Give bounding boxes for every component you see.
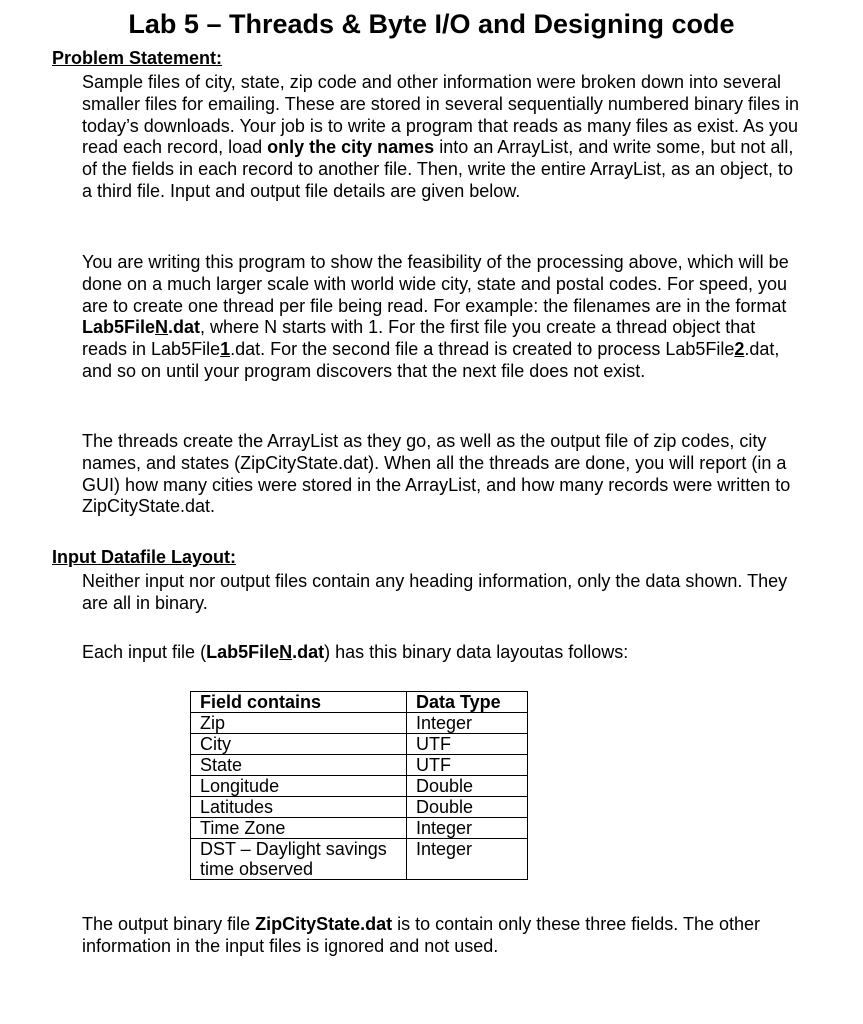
table-cell: Integer — [407, 839, 528, 880]
problem-paragraph-1: Sample files of city, state, zip code and other information were broken down into several smaller files for emailing. These are stored in several sequentially numbered binary files in today’s downloads. Your job is to write a program that reads as many files as exist. As you read each record, load only the city names into an ArrayList, and write some, but not all, of the fields in each record to another file. Then, write the entire ArrayList, as an object, to a third file. Input and output file details are given below. — [82, 72, 800, 201]
output-paragraph: The output binary file ZipCityState.dat is to contain only these three fields. The other information in the input files is ignored and not used. — [82, 914, 761, 956]
problem-statement-heading: Problem Statement: — [52, 48, 223, 68]
table-cell: UTF — [407, 755, 528, 776]
problem-paragraph-3: The threads create the ArrayList as they go, as well as the output file of zip codes, city names, and states (ZipCityState.dat). When all the threads are done, you will report (in a GUI) how many cities were stored in the ArrayList, and how many records were written to ZipCityState.dat. — [82, 431, 791, 517]
table-row — [191, 818, 528, 839]
table-row — [191, 713, 528, 734]
table-row — [191, 776, 528, 797]
page-title: Lab 5 – Threads & Byte I/O and Designing code — [128, 9, 735, 39]
table-row — [191, 797, 528, 818]
table-cell: Longitude — [191, 776, 407, 797]
table-cell: Integer — [407, 818, 528, 839]
table-cell: UTF — [407, 734, 528, 755]
table-row — [191, 839, 528, 880]
problem-paragraph-2: You are writing this program to show the feasibility of the processing above, which will be done on a much larger scale with world wide city, state and postal codes. For speed, you are to create one thread per file being read. For example: the filenames are in the format Lab5FileN.dat, where N starts with 1. For the first file you create a thread object that reads in Lab5File1.dat. For the second file a thread is created to process Lab5File2.dat, and so on until your program discovers that the next file does not exist. — [82, 252, 789, 381]
table-cell: Integer — [407, 713, 528, 734]
header-field-contains: Field contains — [191, 692, 407, 713]
table-cell: DST – Daylight savings time observed — [191, 839, 407, 880]
table-header-row — [191, 692, 528, 713]
input-paragraph-1: Neither input nor output files contain any heading information, only the data shown. They are all in binary. — [82, 571, 788, 613]
table-cell: Latitudes — [191, 797, 407, 818]
input-layout-heading: Input Datafile Layout: — [52, 547, 236, 567]
table-row — [191, 734, 528, 755]
table-cell: Time Zone — [191, 818, 407, 839]
table-row — [191, 755, 528, 776]
table-cell: Double — [407, 797, 528, 818]
header-data-type: Data Type — [407, 692, 528, 713]
table-cell: City — [191, 734, 407, 755]
table-cell: Double — [407, 776, 528, 797]
data-layout-table — [190, 691, 528, 880]
input-paragraph-2: Each input file (Lab5FileN.dat) has this binary data layoutas follows: — [82, 642, 629, 662]
table-cell: Zip — [191, 713, 407, 734]
table-cell: State — [191, 755, 407, 776]
